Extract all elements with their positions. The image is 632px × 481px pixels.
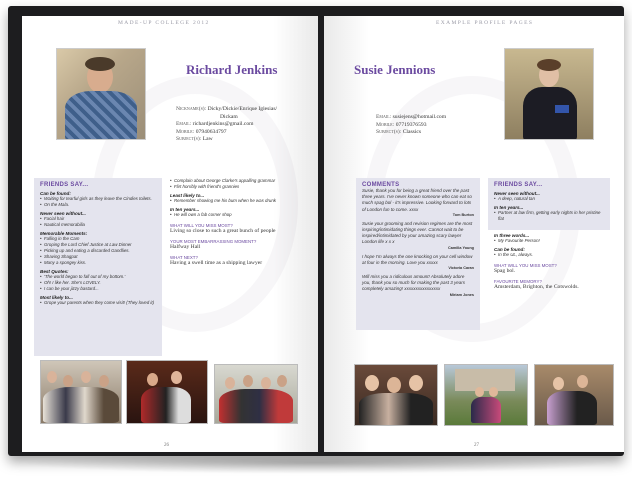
- face-shape: [63, 375, 73, 387]
- face-shape: [147, 373, 158, 386]
- info-key: Mobile:: [376, 121, 395, 128]
- bodies-shape: [471, 397, 501, 423]
- friends-say-column-2: [170, 178, 300, 266]
- comment-text: I hope I'm always the one knocking on your cell window at four in the morning. Love you xxxxx: [362, 253, 473, 265]
- info-key: Nickname(s):: [176, 106, 207, 112]
- answer-text: Spag bol.: [494, 268, 516, 274]
- list-item: • Flirt horribly with friend's grannies: [170, 184, 300, 190]
- yearbook: [8, 6, 624, 456]
- list-item: • Falling in the Cam: [40, 236, 156, 242]
- list-item: • Nautical memorabilia: [40, 222, 156, 228]
- right-page: [324, 16, 624, 452]
- page-header: EXAMPLE PROFILE PAGES: [436, 20, 534, 26]
- list-item: • He will own a fab corner shop: [170, 212, 300, 218]
- suit-shape: [523, 87, 577, 140]
- bodies-shape: [43, 387, 119, 423]
- question-label: WHAT NEXT?: [170, 255, 198, 260]
- bodies-shape: [359, 393, 433, 425]
- list-item: • In the UL, always.: [494, 252, 610, 258]
- shirt-shape: [65, 91, 137, 140]
- face-shape: [171, 371, 182, 384]
- answer-text: Amsterdam, Brighton, the Cotswolds.: [494, 284, 579, 290]
- face-shape: [261, 377, 271, 389]
- list-item: • Waiting for tearful girls as they leave the Cindies toilets.: [40, 196, 156, 202]
- profile-photo: [504, 48, 594, 140]
- section-heading: Can be found:: [40, 191, 71, 196]
- info-value: Dickam: [220, 113, 238, 120]
- face-shape: [365, 375, 379, 391]
- list-item: • Complain about George Clarke's appalling grammar: [170, 178, 300, 184]
- page-number: 26: [164, 443, 169, 448]
- page-header: MADE-UP COLLEGE 2012: [118, 20, 210, 26]
- building-shape: [455, 369, 515, 391]
- comment-text: Susie your grooming and revision regimes are the most inspiring/intimidating things ever. Cannot wait to be inspired/intimidated by your amazing scary lawyer London life x x x: [362, 220, 473, 245]
- list-item: • My Favourite Person!: [494, 238, 610, 244]
- face-shape: [225, 377, 235, 389]
- group-photo-3: [214, 364, 298, 424]
- face-shape: [387, 377, 401, 393]
- section-heading: In three words...: [494, 233, 530, 238]
- answer-text: Halfway Hall: [170, 244, 201, 250]
- section-heading: Most likely to...: [40, 295, 73, 300]
- group-photo-5: [444, 364, 528, 426]
- friends-say-title: FRIENDS SAY...: [494, 182, 543, 188]
- info-key: Email:: [376, 114, 392, 120]
- friends-say-panel: [488, 178, 610, 230]
- info-value: susiejens@hotmail.com: [392, 114, 447, 120]
- question-label: YOUR MOST EMBARRASSING MOMENT?: [170, 239, 257, 244]
- section-heading: Memorable Moments:: [40, 231, 88, 236]
- list-item: • 'The world began to fall out of my bottom.': [40, 274, 156, 280]
- comments-panel: [356, 178, 480, 330]
- answer-text: Having a swell time as a shipping lawyer: [170, 260, 263, 266]
- profile-info: [376, 114, 446, 137]
- info-value: Law: [202, 136, 213, 143]
- face-shape: [277, 375, 287, 387]
- info-key: Subject(s):: [376, 129, 402, 136]
- info-value: Classics: [402, 129, 422, 136]
- section-heading: Never seen without...: [494, 191, 540, 196]
- info-value: 07719376593: [395, 121, 427, 128]
- list-item: • A deep, natural tan: [494, 196, 604, 202]
- comment-author: Miriam Jones: [449, 292, 474, 297]
- info-key: Email:: [176, 121, 192, 128]
- list-item: • On the Mala.: [40, 202, 156, 208]
- profile-name: Susie Jennions: [354, 62, 436, 77]
- list-item: • Partner at law firm, getting early nights in her pristine flat: [494, 210, 604, 222]
- info-value: 07940634797: [195, 128, 227, 135]
- group-photo-1: [40, 360, 122, 424]
- list-item: • Shaving Shagpat: [40, 254, 156, 260]
- comment-author: Tom Burton: [452, 212, 474, 217]
- info-value: richardjenkins@gmail.com: [192, 121, 254, 128]
- info-key: Mobile:: [176, 128, 195, 135]
- face-shape: [47, 371, 57, 383]
- question-label: FAVOURITE MEMORY?: [494, 279, 542, 284]
- face-shape: [409, 375, 423, 391]
- comments-title: COMMENTS: [362, 182, 400, 188]
- list-item: • Many a spongey kiss.: [40, 260, 156, 266]
- comment-author: Camilla Young: [447, 245, 474, 250]
- section-heading: In ten years...: [170, 207, 200, 212]
- list-item: • Remember showing me his bum when he was drunk: [170, 198, 300, 204]
- section-heading: Best Quotes:: [40, 269, 69, 274]
- group-photo-6: [534, 364, 614, 426]
- profile-photo: [56, 48, 146, 140]
- comment-author: Victoria Caran: [448, 266, 474, 271]
- question-label: WHAT WILL YOU MISS MOST?: [170, 223, 233, 228]
- group-photo-2: [126, 360, 208, 424]
- section-heading: Can be found:: [494, 247, 525, 252]
- face-shape: [243, 375, 253, 387]
- friends-say-panel: [34, 178, 162, 356]
- bodies-shape: [547, 391, 597, 425]
- list-item: • Groping the Lord Chief Justice at Law Dinner: [40, 242, 156, 248]
- question-label: WHAT WILL YOU MISS MOST?: [494, 263, 557, 268]
- page-number: 27: [474, 443, 479, 448]
- list-item: • Facial hair: [40, 216, 156, 222]
- face-shape: [577, 375, 588, 388]
- face-shape: [475, 387, 484, 397]
- hair-shape: [537, 59, 561, 71]
- list-item: • Grope your parents when they come visit! (They loved it): [40, 300, 156, 306]
- friends-say-title: FRIENDS SAY...: [40, 182, 89, 188]
- face-shape: [489, 387, 498, 397]
- profile-info: [176, 106, 277, 144]
- friends-say-continued: [494, 230, 610, 290]
- profile-name: Richard Jenkins: [186, 62, 278, 77]
- folder-shape: [555, 105, 569, 113]
- section-heading: Least likely to...: [170, 193, 205, 198]
- list-item: • Picking up and eating a discarded Gandlies.: [40, 248, 156, 254]
- answer-text: Living so close to such a great bunch of people: [170, 228, 276, 234]
- left-page: [22, 16, 318, 452]
- comment-text: Susie, thank you for being a great friend over the past three years. I've never known someone who can eat so much spag bol - it's impressive. Looking forward to lots of London fun to come. xxxx: [362, 188, 472, 212]
- info-key: Subject(s):: [176, 136, 202, 143]
- face-shape: [99, 375, 109, 387]
- comment-text: Will miss you a ridiculous amount! Absolutely adore you, thank you so much for making the past 3 years completely amazing! xxxxxxxxxxxxxxxx: [362, 274, 466, 292]
- bodies-shape: [219, 389, 293, 423]
- hair-shape: [85, 57, 115, 71]
- bodies-shape: [141, 387, 191, 423]
- face-shape: [553, 377, 564, 390]
- section-heading: In ten years...: [494, 205, 524, 210]
- list-item: • Oh! I like her. She's LOVELY.: [40, 280, 156, 286]
- list-item: • I can be your jizzy bastard...: [40, 286, 156, 292]
- group-photo-4: [354, 364, 438, 426]
- face-shape: [81, 371, 91, 383]
- section-heading: Never seen without...: [40, 211, 86, 216]
- info-value: Dicky/Dickie/Enrique Iglesias/: [207, 106, 278, 112]
